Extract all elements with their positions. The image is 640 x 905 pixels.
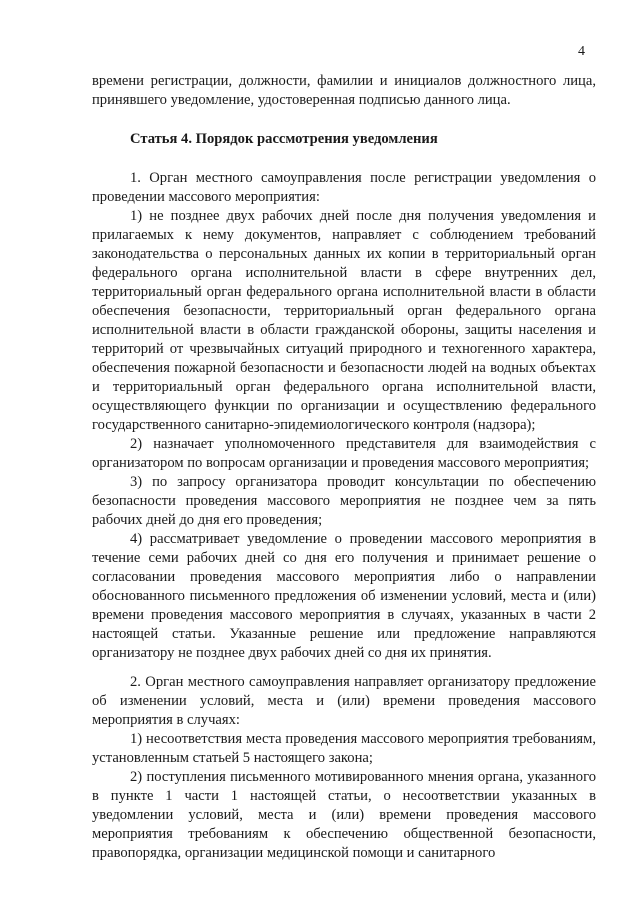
paragraph-1-item-1: 1) не позднее двух рабочих дней после дня получения уведомления и прилагаемых к нему документов, направляет с соблюдением требований законодательства о персональных данных их копии в территориальный орган федерального органа исполнительной власти в сфере внутренних дел, территориальный орган федерального органа исполнительной власти в области обеспечения безопасности, территориальный орган федерального органа исполнительной власти в области гражданской обороны, защиты населения и территорий от чрезвычайных ситуаций природного и техногенного характера, обеспечения пожарной безопасности и безопасности людей на водных объектах и территориальный орган федерального органа исполнительной власти, осуществляющего функции по организации и осуществлению федерального государственного санитарно-эпидемиологического контроля (надзора); — [92, 208, 596, 433]
paragraph-2: 2. Орган местного самоуправления направляет организатору предложение об изменении условий, места и (или) времени проведения массового мероприятия в случаях: — [92, 674, 596, 728]
document-body — [92, 72, 596, 863]
intro-paragraph: времени регистрации, должности, фамилии и инициалов должностного лица, принявшего уведомление, удостоверенная подписью данного лица. — [92, 73, 596, 108]
paragraph-1-item-2: 2) назначает уполномоченного представителя для взаимодействия с организатором по вопросам организации и проведения массового мероприятия; — [92, 436, 596, 471]
paragraph-2-item-2: 2) поступления письменного мотивированного мнения органа, указанного в пункте 1 части 1 настоящей статьи, о несоответствии указанных в уведомлении условий, места и (или) времени проведения массового мероприятия требованиям к обеспечению общественной безопасности, правопорядка, организации медицинской помощи и санитарного — [92, 769, 596, 861]
page-number: 4 — [578, 44, 585, 59]
paragraph-1: 1. Орган местного самоуправления после регистрации уведомления о проведении массового мероприятия: — [92, 170, 596, 205]
paragraph-2-item-1: 1) несоответствия места проведения массового мероприятия требованиям, установленным статьей 5 настоящего закона; — [92, 731, 596, 766]
paragraph-1-item-3: 3) по запросу организатора проводит консультации по обеспечению безопасности проведения массового мероприятия не позднее чем за пять рабочих дней до дня его проведения; — [92, 474, 596, 528]
article-title: Статья 4. Порядок рассмотрения уведомления — [130, 131, 438, 147]
paragraph-1-item-4: 4) рассматривает уведомление о проведении массового мероприятия в течение семи рабочих дней со дня его получения и принимает решение о согласовании проведения массового мероприятия либо о направлении обоснованного письменного предложения об изменении условий, места и (или) времени проведения массового мероприятия в случаях, указанных в части 2 настоящей статьи. Указанные решение или предложение направляются организатору не позднее двух рабочих дней со дня их принятия. — [92, 531, 596, 661]
